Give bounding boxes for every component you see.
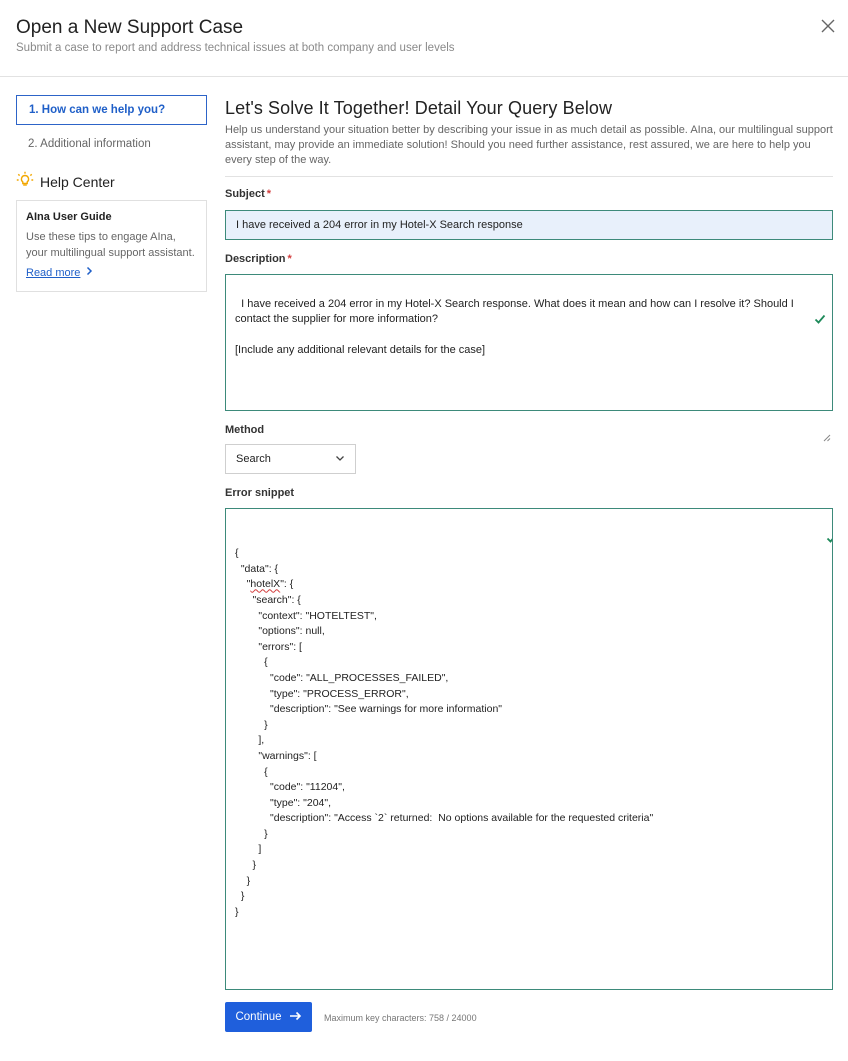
code-line: ] bbox=[235, 843, 262, 856]
character-count: Maximum key characters: 758 / 24000 bbox=[324, 1013, 477, 1023]
method-select[interactable] bbox=[225, 444, 356, 474]
guide-text: Use these tips to engage AIna, your multilingual support assistant. bbox=[26, 231, 195, 259]
page-heading: Let's Solve It Together! Detail Your Query Below bbox=[225, 98, 613, 118]
code-line: } bbox=[235, 859, 257, 872]
dialog-title: Open a New Support Case bbox=[16, 17, 244, 38]
help-center-title: Help Center bbox=[40, 173, 115, 190]
resize-handle-icon[interactable] bbox=[823, 401, 831, 409]
subject-label: Subject * bbox=[225, 188, 272, 200]
dialog-header bbox=[0, 0, 848, 77]
code-line: "errors": [ bbox=[235, 640, 302, 653]
code-line: { bbox=[235, 547, 239, 560]
description-textarea[interactable] bbox=[225, 274, 833, 411]
step-additional-information[interactable]: 2. Additional information bbox=[28, 138, 151, 150]
step-how-can-we-help[interactable]: 1. How can we help you? bbox=[16, 95, 207, 125]
required-mark: * bbox=[266, 188, 272, 200]
check-icon bbox=[814, 282, 826, 294]
read-more-link[interactable] bbox=[26, 266, 93, 279]
error-snippet-textarea[interactable] bbox=[225, 508, 833, 990]
code-line: } bbox=[235, 905, 239, 918]
code-line: } bbox=[235, 827, 268, 840]
check-icon bbox=[814, 516, 826, 528]
chevron-right-icon bbox=[80, 266, 93, 279]
code-line: "code": "ALL_PROCESSES_FAILED", bbox=[235, 671, 449, 684]
description-text[interactable]: I have received a 204 error in my Hotel-X Search response. What does it mean and how can I resolve it? Should I contact the supplier for more information? [Include any additional relevant details for the case] bbox=[235, 297, 794, 356]
arrow-right-icon bbox=[282, 1011, 302, 1024]
code-line: "description": "See warnings for more information" bbox=[235, 703, 503, 716]
code-line: "type": "PROCESS_ERROR", bbox=[235, 687, 409, 700]
required-mark: * bbox=[287, 253, 292, 265]
read-more-label[interactable]: Read more bbox=[26, 266, 81, 279]
code-line: "code": "11204", bbox=[235, 781, 345, 794]
code-line: } bbox=[235, 874, 251, 887]
code-line: } bbox=[235, 890, 245, 903]
resize-handle-icon[interactable] bbox=[823, 980, 831, 988]
lightbulb-icon bbox=[16, 171, 40, 192]
code-line: "description": "Access `2` returned: No options available for the requested criteria" bbox=[235, 812, 654, 825]
code-line: ], bbox=[235, 734, 265, 747]
code-line: "hotelX": { bbox=[235, 578, 294, 591]
continue-label[interactable]: Continue bbox=[235, 1011, 282, 1023]
code-line: "type": "204", bbox=[235, 796, 332, 809]
method-selected-value: Search bbox=[236, 453, 271, 465]
subject-input[interactable]: I have received a 204 error in my Hotel-X Search response bbox=[225, 210, 833, 240]
description-label: Description * bbox=[225, 253, 292, 265]
main-content bbox=[225, 98, 833, 177]
code-line: "data": { bbox=[235, 562, 279, 575]
close-icon[interactable] bbox=[820, 18, 836, 34]
code-line: "search": { bbox=[235, 593, 301, 606]
code-line: "options": null, bbox=[235, 625, 325, 638]
code-line: "context": "HOTELTEST", bbox=[235, 609, 377, 622]
code-line: "warnings": [ bbox=[235, 749, 317, 762]
help-center-heading bbox=[16, 171, 207, 192]
continue-button[interactable] bbox=[225, 1002, 312, 1032]
method-label: Method bbox=[225, 424, 265, 436]
sidebar bbox=[16, 95, 207, 292]
code-line: { bbox=[235, 765, 268, 778]
intro-text: Help us understand your situation better by describing your issue in as much detail as possible. AIna, our multilingual support assistant, may provide an immediate solution! Should you need further assistance, rest assured, we are here to help you every step of the way. bbox=[225, 123, 833, 177]
code-line: { bbox=[235, 656, 268, 669]
guide-title: AIna User Guide bbox=[26, 211, 112, 223]
error-snippet-label: Error snippet bbox=[225, 487, 295, 499]
code-line: } bbox=[235, 718, 268, 731]
dialog-subtitle: Submit a case to report and address technical issues at both company and user levels bbox=[16, 42, 455, 54]
user-guide-card bbox=[16, 200, 207, 292]
chevron-down-icon bbox=[335, 453, 345, 465]
error-snippet-code[interactable] bbox=[235, 546, 802, 920]
